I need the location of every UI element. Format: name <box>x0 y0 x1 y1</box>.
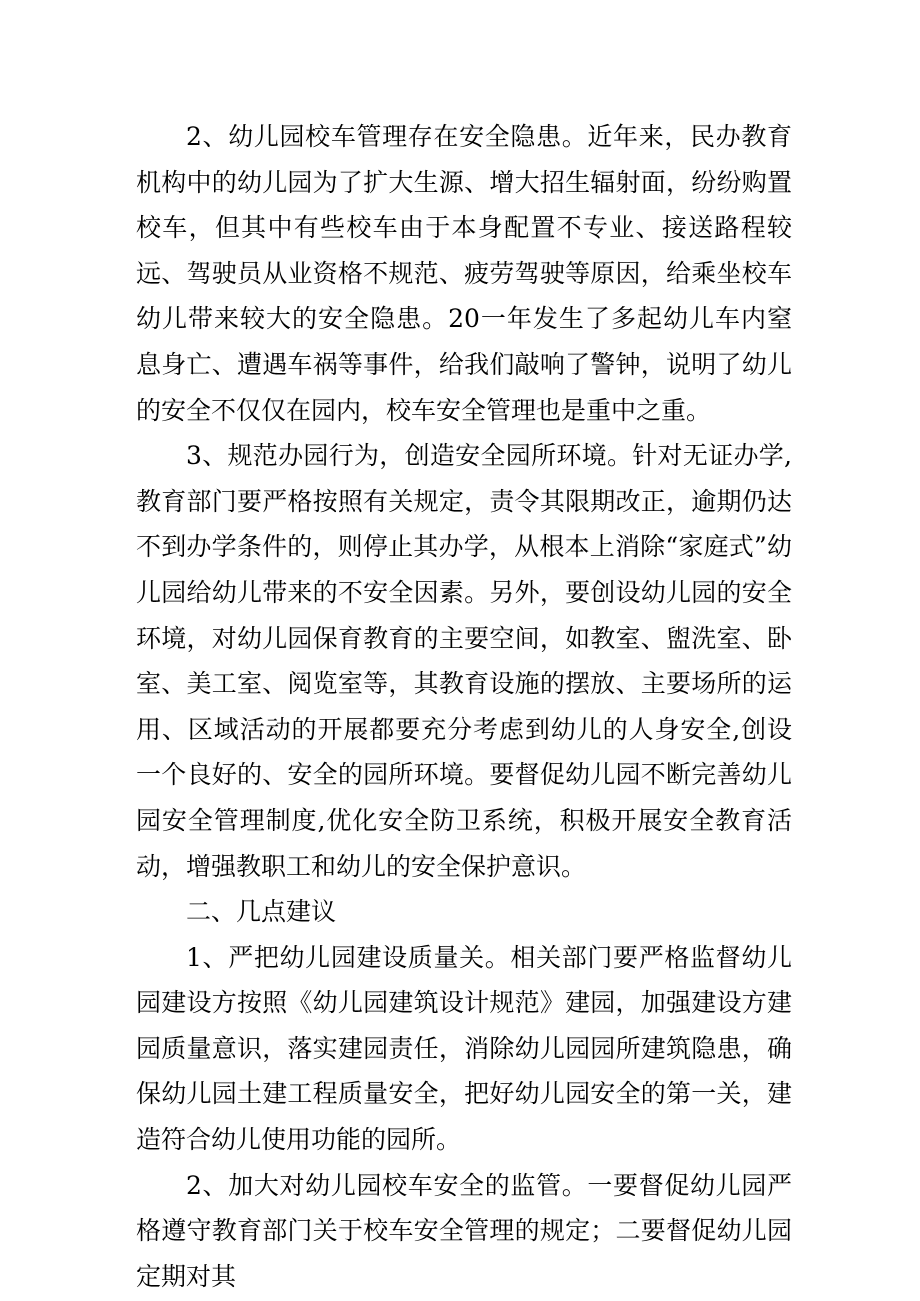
paragraph-school-bus-hazards: 2、幼儿园校车管理存在安全隐患。近年来，民办教育机构中的幼儿园为了扩大生源、增大招生辐射面，纷纷购置校车，但其中有些校车由于本身配置不专业、接送路程较远、驾驶员从业资格不规范、疲劳驾驶等原因，给乘坐校车幼儿带来较大的安全隐患。20一年发生了多起幼儿车内窒息身亡、遭遇车祸等事件，给我们敲响了警钟，说明了幼儿的安全不仅仅在园内，校车安全管理也是重中之重。 <box>136 122 792 425</box>
paragraph-construction-quality: 1、严把幼儿园建设质量关。相关部门要严格监督幼儿园建设方按照《幼儿园建筑设计规范》建园，加强建设方建园质量意识，落实建园责任，消除幼儿园园所建筑隐患，确保幼儿园土建工程质量安全，把好幼儿园安全的第一关，建造符合幼儿使用功能的园所。 <box>136 942 792 1155</box>
paragraph-regulate-kindergarten: 3、规范办园行为，创造安全园所环境。针对无证办学,教育部门要严格按照有关规定，责令其限期改正，逾期仍达不到办学条件的，则停止其办学，从根本上消除“家庭式”幼儿园给幼儿带来的不安全因素。另外，要创设幼儿园的安全环境，对幼儿园保育教育的主要空间，如教室、盥洗室、卧室、美工室、阅览室等，其教育设施的摆放、主要场所的运用、区域活动的开展都要充分考虑到幼儿的人身安全,创设一个良好的、安全的园所环境。要督促幼儿园不断完善幼儿园安全管理制度,优化安全防卫系统，积极开展安全教育活动，增强教职工和幼儿的安全保护意识。 <box>136 441 792 881</box>
paragraph-school-bus-supervision: 2、加大对幼儿园校车安全的监管。一要督促幼儿园严格遵守教育部门关于校车安全管理的规定；二要督促幼儿园定期对其 <box>136 1170 792 1291</box>
section-heading-suggestions: 二、几点建议 <box>186 897 337 927</box>
document-page <box>136 114 792 1299</box>
